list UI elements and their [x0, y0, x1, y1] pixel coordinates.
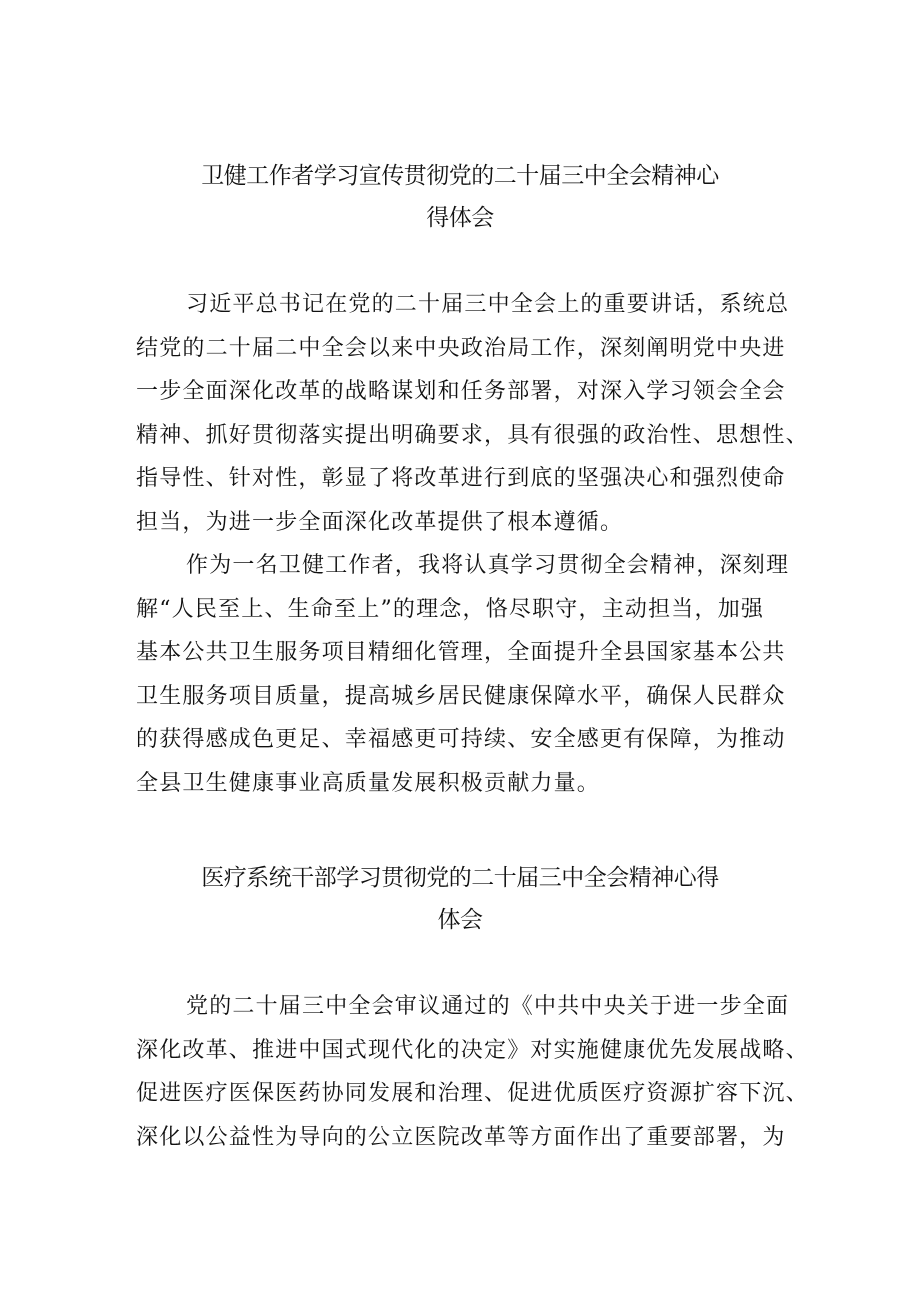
text-line: 全县卫生健康事业高质量发展积极贡献力量。	[136, 770, 601, 796]
section-1-title	[140, 155, 780, 239]
text-line: 担当，为进一步全面深化改革提供了根本遵循。	[136, 509, 624, 535]
text-line: 作为一名卫健工作者，我将认真学习贯彻全会精神，深刻理	[186, 553, 790, 578]
section-2-paragraph-1	[136, 985, 809, 1159]
text-line: 精神、抓好贯彻落实提出明确要求，具有很强的政治性、思想性、	[136, 422, 809, 448]
text-line: 促进医疗医保医药协同发展和治理、促进优质医疗资源扩容下沉、	[136, 1081, 809, 1106]
section-2-title	[140, 857, 780, 941]
title-line: 体会	[437, 907, 483, 933]
text-line: 指导性、针对性，彰显了将改革进行到底的坚强决心和强烈使命	[136, 466, 786, 491]
text-line: 解“人民至上、生命至上”的理念，恪尽职守，主动担当，加强	[136, 596, 765, 622]
text-line: 基本公共卫生服务项目精细化管理，全面提升全县国家基本公共	[136, 640, 786, 665]
text-line: 深化改革、推进中国式现代化的决定》对实施健康优先发展战略、	[136, 1037, 809, 1063]
text-line: 的获得感成色更足、幸福感更可持续、安全感更有保障，为推动	[136, 727, 786, 752]
text-line: 深化以公益性为导向的公立医院改革等方面作出了重要部署，为	[136, 1124, 786, 1150]
text-line: 党的二十届三中全会审议通过的《中共中央关于进一步全面	[186, 994, 790, 1019]
title-line: 医疗系统干部学习贯彻党的二十届三中全会精神心得	[201, 865, 719, 891]
text-line: 卫生服务项目质量，提高城乡居民健康保障水平，确保人民群众	[136, 683, 786, 709]
section-1-paragraph-1	[136, 283, 809, 544]
section-1-paragraph-2	[136, 544, 796, 805]
text-line: 习近平总书记在党的二十届三中全会上的重要讲话，系统总	[186, 292, 790, 317]
title-line: 得体会	[426, 205, 494, 231]
title-line: 卫健工作者学习宣传贯彻党的二十届三中全会精神心	[201, 163, 719, 189]
text-line: 结党的二十届二中全会以来中央政治局工作，深刻阐明党中央进	[136, 335, 786, 361]
text-line: 一步全面深化改革的战略谋划和任务部署，对深入学习领会全会	[136, 379, 786, 404]
